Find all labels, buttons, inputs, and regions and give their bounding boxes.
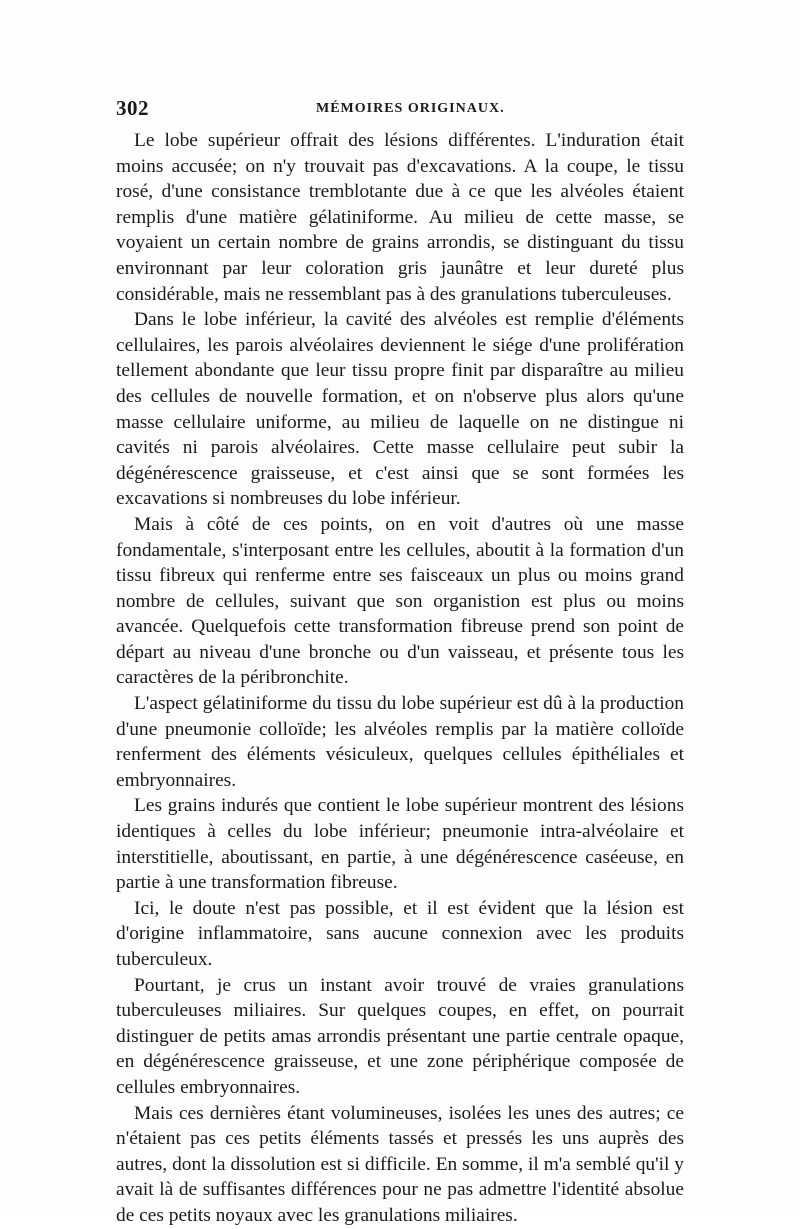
paragraph-8: Mais ces dernières étant volumineuses, isolées les unes des autres; ce n'étaient pas ces petits éléments tassés et pressés les uns auprès des autres, dont la dissolution est si difficile. En somme, il m'a semblé qu'il y avait là de suffisantes différences pour ne pas admettre l'identité absolue de ces petits noyaux avec les granulations miliaires. [116,1102,684,1226]
body-text [116,128,684,1229]
paragraph-1: Le lobe supérieur offrait des lésions différentes. L'induration était moins accusée; on n'y trouvait pas d'excavations. A la coupe, le tissu rosé, d'une consistance tremblotante due à ce que les alvéoles étaient remplis d'une matière gélatiniforme. Au milieu de cette masse, se voyaient un certain nombre de grains arrondis, se distinguant du tissu environnant par leur coloration gris jaunâtre et leur dureté plus considérable, mais ne ressemblant pas à des granulations tuberculeuses. [116,130,684,305]
paragraph-3: Mais à côté de ces points, on en voit d'autres où une masse fondamentale, s'interposant entre les cellules, aboutit à la formation d'un tissu fibreux qui renferme entre ses faisceaux un plus ou moins grand nombre de cellules, suivant que son organistion est plus ou moins avancée. Quelquefois cette transformation fibreuse prend son point de départ au niveau d'une bronche ou d'un vaisseau, et présente tous les caractères de la péribronchite. [116,513,684,689]
running-head [116,96,684,124]
paragraph-2: Dans le lobe inférieur, la cavité des alvéoles est remplie d'éléments cellulaires, les parois alvéolaires deviennent le siége d'une prolifération tellement abondante que leur tissu propre finit par disparaître au milieu des cellules de nouvelle formation, et on n'observe plus alors qu'une masse cellulaire uniforme, au milieu de laquelle on ne distingue ni cavités ni parois alvéolaires. Cette masse cellulaire peut subir la dégénérescence graisseuse, et c'est ainsi que se sont formées les excavations si nombreuses du lobe inférieur. [116,309,684,510]
paragraph-4: L'aspect gélatiniforme du tissu du lobe supérieur est dû à la production d'une pneumonie colloïde; les alvéoles remplis par la matière colloïde renferment des éléments vésiculeux, quelques cellules épithéliales et embryonnaires. [116,693,684,791]
paragraph-5: Les grains indurés que contient le lobe supérieur montrent des lésions identiques à celles du lobe inférieur; pneumonie intra-alvéolaire et interstitielle, aboutissant, en partie, à une dégénérescence caséeuse, en partie à une transformation fibreuse. [116,795,684,894]
running-title: MÉMOIRES ORIGINAUX. [316,101,505,116]
paragraph-7: Pourtant, je crus un instant avoir trouvé de vraies granulations tuberculeuses miliaires. Sur quelques coupes, en effet, on pourrait distinguer de petits amas arrondis présentant une partie centrale opaque, en dégénérescence graisseuse, et une zone périphérique composée de cellules embryonnaires. [116,974,684,1098]
page-number: 302 [116,96,149,120]
paragraph-6: Ici, le doute n'est pas possible, et il est évident que la lésion est d'origine inflammatoire, sans aucune connexion avec les produits tuberculeux. [116,897,684,970]
